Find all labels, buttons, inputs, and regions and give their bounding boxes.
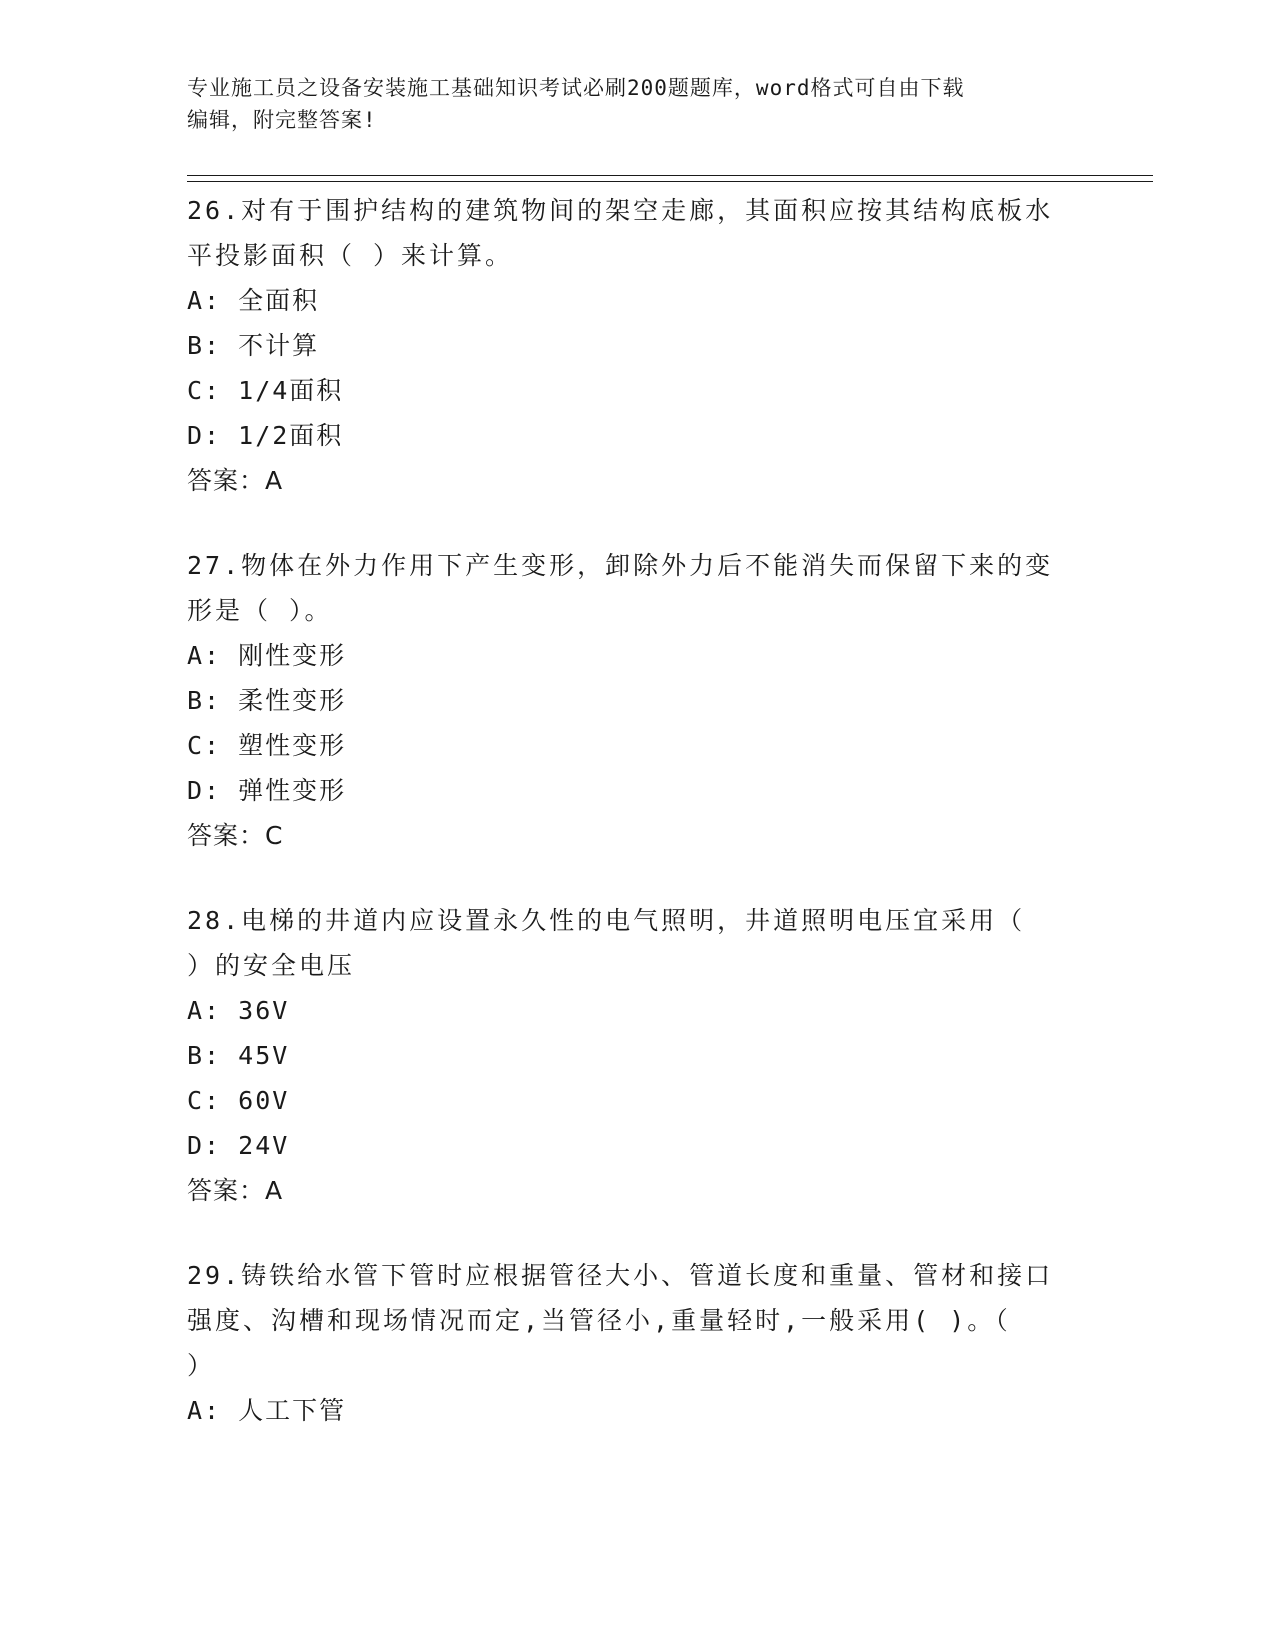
option-d: D: 1/2面积 [187, 421, 344, 450]
answer-line: 答案：A [187, 466, 284, 495]
option-c: C: 1/4面积 [187, 376, 344, 405]
option-b: B: 柔性变形 [187, 686, 347, 715]
question-26 [187, 188, 1087, 503]
question-27 [187, 543, 1087, 858]
header-line-1: 专业施工员之设备安装施工基础知识考试必刷200题题库，word格式可自由下载 [187, 76, 965, 100]
option-b: B: 45V [187, 1041, 290, 1070]
option-a: A: 全面积 [187, 286, 320, 315]
question-list [187, 188, 1087, 1473]
question-stem-line: ）的安全电压 [187, 951, 356, 980]
question-28 [187, 898, 1087, 1213]
header-rule-bottom [187, 181, 1153, 182]
question-29 [187, 1253, 1087, 1433]
header-rule-top [187, 175, 1153, 176]
answer-line: 答案：A [187, 1176, 284, 1205]
option-c: C: 塑性变形 [187, 731, 347, 760]
document-header [187, 72, 1067, 136]
question-stem-line: ） [187, 1351, 216, 1380]
answer-line: 答案：C [187, 821, 284, 850]
option-a: A: 36V [187, 996, 290, 1025]
question-stem-line: 29.铸铁给水管下管时应根据管径大小、管道长度和重量、管材和接口 [187, 1261, 1054, 1290]
option-b: B: 不计算 [187, 331, 320, 360]
option-d: D: 弹性变形 [187, 776, 347, 805]
question-stem-line: 27.物体在外力作用下产生变形，卸除外力后不能消失而保留下来的变 [187, 551, 1054, 580]
option-a: A: 刚性变形 [187, 641, 347, 670]
option-d: D: 24V [187, 1131, 290, 1160]
question-stem-line: 平投影面积（ ）来计算。 [187, 241, 514, 270]
question-stem-line: 26.对有于围护结构的建筑物间的架空走廊，其面积应按其结构底板水 [187, 196, 1054, 225]
header-line-2: 编辑，附完整答案! [187, 108, 377, 132]
question-stem-line: 强度、沟槽和现场情况而定,当管径小,重量轻时,一般采用( )。（ [187, 1306, 1011, 1335]
question-stem-line: 形是（ ）。 [187, 596, 333, 625]
option-c: C: 60V [187, 1086, 290, 1115]
question-stem-line: 28.电梯的井道内应设置永久性的电气照明，井道照明电压宜采用（ [187, 906, 1026, 935]
option-a: A: 人工下管 [187, 1396, 347, 1425]
